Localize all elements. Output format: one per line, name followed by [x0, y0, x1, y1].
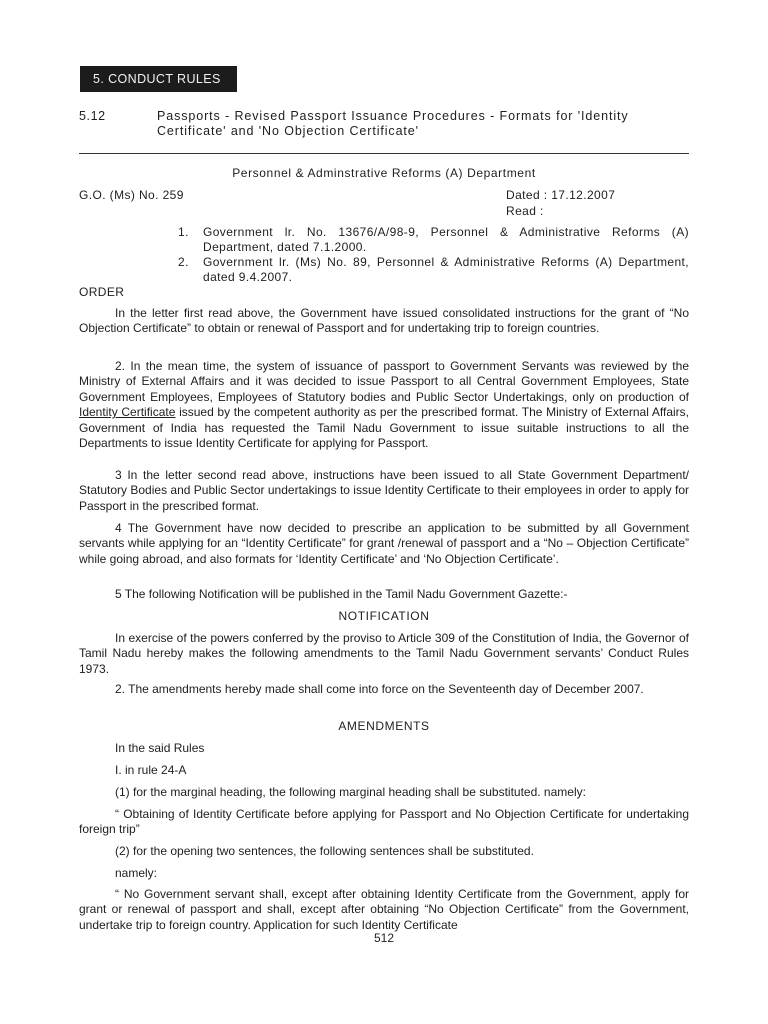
- section-title: Passports - Revised Passport Issuance Procedures - Formats for 'Identity Certificate' and 'No Objection Certificate': [157, 109, 629, 138]
- paragraph-2: [79, 359, 689, 451]
- amendment-line: “ Obtaining of Identity Certificate before applying for Passport and No Objection Certificate for undertaking foreign trip”: [79, 807, 689, 837]
- amendments-heading: AMENDMENTS: [338, 719, 430, 733]
- reference-number: 2.: [178, 255, 189, 269]
- reference-text: Government lr. (Ms) No. 89, Personnel & Administrative Reforms (A) Department, dated 9.4.2007.: [203, 255, 689, 285]
- notification-paragraph-1: In exercise of the powers conferred by the proviso to Article 309 of the Constitution of India, the Governor of Tamil Nadu hereby makes the following amendments to the Tamil Nadu Government servants’ Conduct Rules 1973.: [79, 631, 689, 676]
- dated: Dated : 17.12.2007: [506, 188, 616, 202]
- section-number: 5.12: [79, 109, 106, 123]
- notification-paragraph-2: 2. The amendments hereby made shall come into force on the Seventeenth day of December 2007.: [115, 682, 644, 696]
- paragraph-2-part: 2. In the mean time, the system of issuance of passport to Government Servants was reviewed by the Ministry of External Affairs and it was decided to issue Passport to all Central Government Employees, State Government Employees, Employees of Statutory bodies and Public Sector Undertakings, only on production of: [79, 359, 689, 404]
- amendment-line: (1) for the marginal heading, the following marginal heading shall be substituted. namely:: [115, 785, 586, 799]
- page-number: 512: [373, 931, 395, 945]
- reference-item: [178, 225, 689, 256]
- paragraph-1: In the letter first read above, the Government have issued consolidated instructions for the grant of “No Objection Certificate” to obtain or renewal of Passport and for undertaking trip to foreign countries.: [79, 306, 689, 336]
- paragraph-3: 3 In the letter second read above, instructions have been issued to all State Government Department/ Statutory Bodies and Public Sector undertakings to issue Identity Certificate to their employees in order to apply for Passport in the prescribed format.: [79, 468, 689, 513]
- amendment-line: “ No Government servant shall, except after obtaining Identity Certificate from the Government, apply for grant or renewal of passport and shall, except after obtaining “No Objection Certificate” from the Government, undertake trip to foreign country. Application for such Identity Certificate: [79, 887, 689, 932]
- reference-text: Government lr. No. 13676/A/98-9, Personnel & Administrative Reforms (A) Department, dated 7.1.2000.: [203, 225, 689, 255]
- chapter-header: 5. CONDUCT RULES: [80, 66, 237, 92]
- notification-heading: NOTIFICATION: [338, 609, 430, 623]
- identity-certificate-underlined: Identity Certificate: [79, 405, 176, 420]
- amendment-line: namely:: [115, 866, 158, 880]
- amendment-line: (2) for the opening two sentences, the following sentences shall be substituted.: [115, 844, 534, 858]
- read-label: Read :: [506, 204, 544, 218]
- department-line: Personnel & Adminstrative Reforms (A) Department: [232, 166, 536, 180]
- reference-item: [178, 255, 689, 286]
- paragraph-5: 5 The following Notification will be published in the Tamil Nadu Government Gazette:-: [115, 587, 568, 601]
- go-number: G.O. (Ms) No. 259: [79, 188, 184, 202]
- amendment-line: I. in rule 24-A: [115, 763, 187, 777]
- divider: [79, 153, 689, 154]
- paragraph-4: 4 The Government have now decided to prescribe an application to be submitted by all Government servants while applying for an “Identity Certificate” for grant /renewal of passport and a “No – Objection Certificate” while going abroad, and also formats for ‘Identity Certificate’ and ‘No Objection Certificate’.: [79, 521, 689, 566]
- amendment-line: In the said Rules: [115, 741, 205, 755]
- reference-number: 1.: [178, 225, 189, 239]
- paragraph-2-part: issued by the competent authority as per the prescribed format. The Ministry of External Affairs, Government of India has requested the Tamil Nadu Government to issue suitable instructions to all the Departments to issue Identity Certificate for applying for Passport.: [79, 405, 689, 451]
- order-label: ORDER: [79, 285, 125, 299]
